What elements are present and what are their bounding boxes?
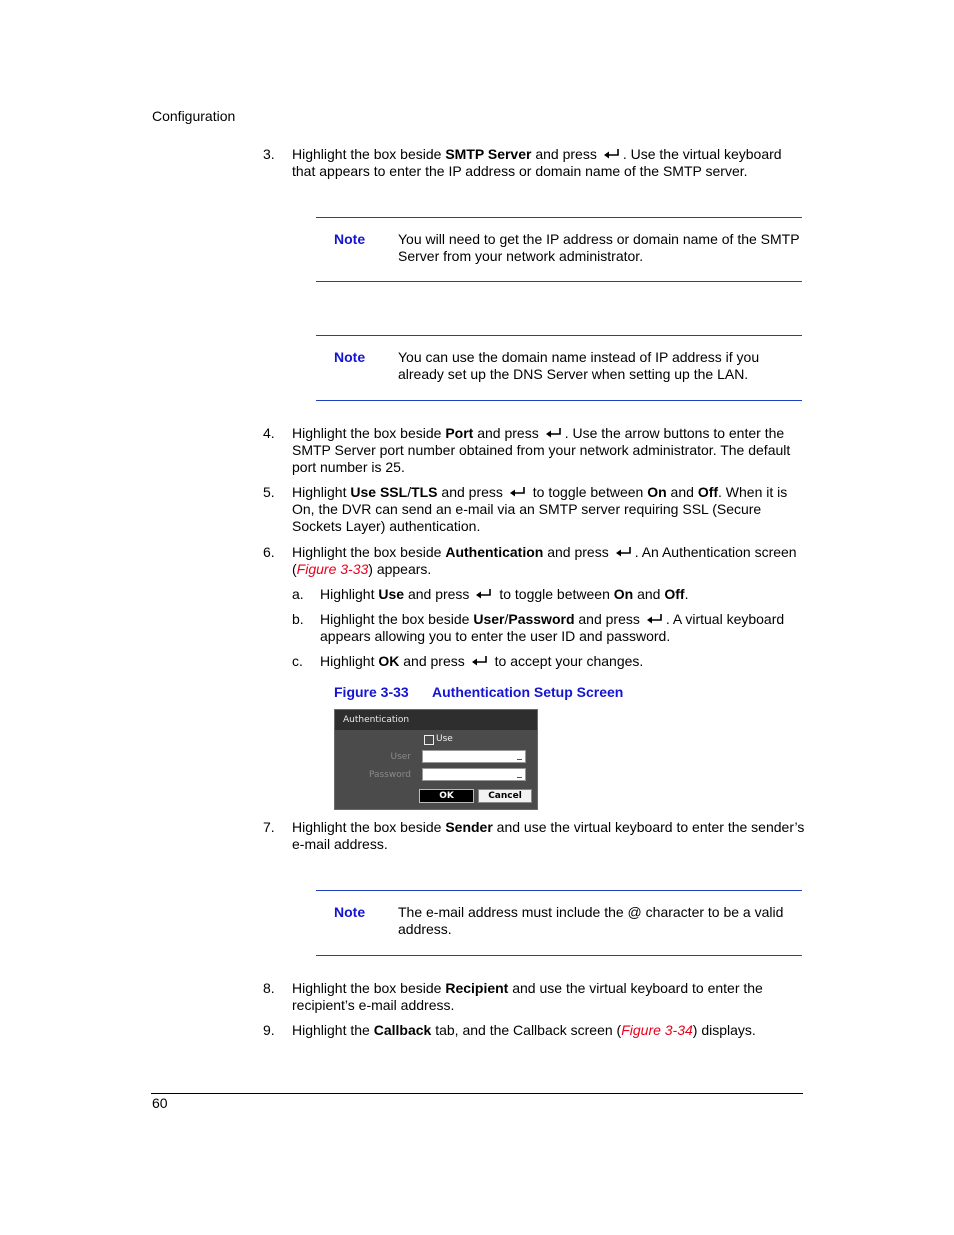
authentication-dialog xyxy=(334,709,538,810)
substep-a: a. Highlight Use and press to toggle between On and Off. xyxy=(292,586,689,602)
enter-key-icon xyxy=(545,427,563,439)
footer-rule xyxy=(151,1093,803,1094)
note-top-rule xyxy=(316,335,802,336)
note-top-rule xyxy=(316,217,802,218)
dialog-title: Authentication xyxy=(335,710,537,730)
enter-key-icon xyxy=(615,546,633,558)
substep-b: b. Highlight the box beside User/Password and press . A virtual keyboard appears allowing you to enter the user ID and password. xyxy=(292,611,785,644)
step-number: 6. xyxy=(263,544,275,560)
use-checkbox[interactable] xyxy=(424,735,434,745)
step-7: 7. Highlight the box beside Sender and use the virtual keyboard to enter the sender’s e-mail address. xyxy=(263,819,805,852)
note-text: You can use the domain name instead of IP address if you already set up the DNS Server when setting up the LAN. xyxy=(398,349,760,382)
step-4: 4. Highlight the box beside Port and press . Use the arrow buttons to enter the SMTP Server port number obtained from your network administrator. The default port number is 25. xyxy=(263,425,791,475)
enter-key-icon xyxy=(509,486,527,498)
step-number: 9. xyxy=(263,1022,275,1038)
substep-c: c. Highlight OK and press to accept your changes. xyxy=(292,653,644,669)
note-text: You will need to get the IP address or domain name of the SMTP Server from your network administrator. xyxy=(398,231,800,264)
cancel-button[interactable]: Cancel xyxy=(478,789,532,803)
user-label: User xyxy=(390,752,411,762)
step-9: 9. Highlight the Callback tab, and the Callback screen (Figure 3-34) displays. xyxy=(263,1022,756,1038)
note-label: Note xyxy=(334,231,366,247)
enter-key-icon xyxy=(646,613,664,625)
enter-key-icon xyxy=(471,655,489,667)
page-number: 60 xyxy=(152,1095,168,1111)
step-number: 5. xyxy=(263,484,275,500)
page-header: Configuration xyxy=(152,108,236,124)
step-3: 3. Highlight the box beside SMTP Server and press . Use the virtual keyboard that appears to enter the IP address or domain name of the SMTP server. xyxy=(263,146,782,179)
figure-number: Figure 3-33 xyxy=(334,684,409,700)
password-field[interactable] xyxy=(422,768,526,781)
use-label: Use xyxy=(436,734,453,744)
step-8: 8. Highlight the box beside Recipient and use the virtual keyboard to enter the recipient’s e-mail address. xyxy=(263,980,763,1013)
substep-letter: a. xyxy=(292,586,304,602)
note-text: The e-mail address must include the @ character to be a valid address. xyxy=(398,904,784,937)
note-label: Note xyxy=(334,904,366,920)
step-number: 8. xyxy=(263,980,275,996)
note-top-rule xyxy=(316,890,802,891)
step-number: 3. xyxy=(263,146,275,162)
password-label: Password xyxy=(368,770,411,780)
user-field[interactable] xyxy=(422,750,526,763)
enter-key-icon xyxy=(475,588,493,600)
step-number: 7. xyxy=(263,819,275,835)
ok-button[interactable]: OK xyxy=(419,789,474,803)
step-6: 6. Highlight the box beside Authentication and press . An Authentication screen (Figure 3-33) appears. xyxy=(263,544,797,577)
figure-link[interactable]: Figure 3-33 xyxy=(296,561,369,577)
figure-link[interactable]: Figure 3-34 xyxy=(621,1022,693,1038)
note-bottom-rule xyxy=(316,400,802,401)
note-bottom-rule xyxy=(316,281,802,282)
step-number: 4. xyxy=(263,425,275,441)
substep-letter: c. xyxy=(292,653,303,669)
note-bottom-rule xyxy=(316,955,802,956)
figure-title: Authentication Setup Screen xyxy=(432,684,624,700)
step-5: 5. Highlight Use SSL/TLS and press to toggle between On and Off. When it is On, the DVR can send an e-mail via an SMTP server requiring SSL (Secure Sockets Layer) authentication. xyxy=(263,484,788,534)
enter-key-icon xyxy=(603,148,621,160)
substep-letter: b. xyxy=(292,611,304,627)
note-label: Note xyxy=(334,349,366,365)
